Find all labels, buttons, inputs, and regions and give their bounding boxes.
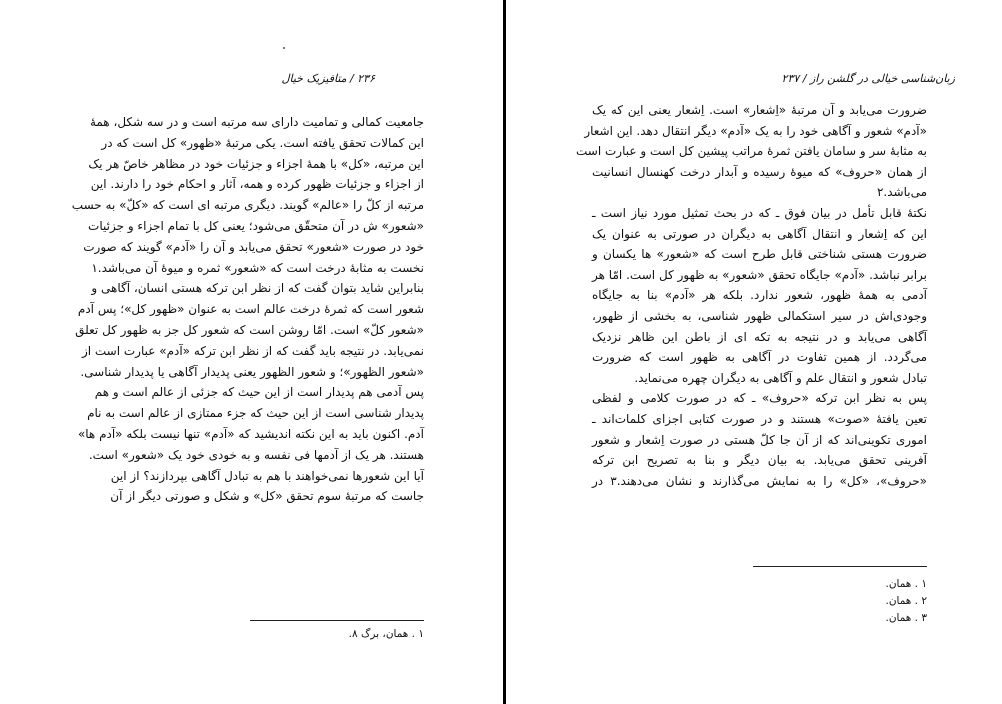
text-line: از اجزاء و جزئیات ظهور کرده و همه، آثار و احکام خود را دارند. این [90, 177, 424, 192]
text-line: «شعور کلّ» است. امّا روشن است که شعور کل جز به ظهور کل تعلق [75, 322, 424, 337]
footnote: ۱ . همان، برگ ۸. [348, 628, 424, 640]
text-line: وجودی‌اش در سیر استکمالی ظهور شناسی، به بخشی از ظهور، [592, 308, 927, 323]
running-head: زبان‌شناسی خیالی در گلشن راز / ۲۳۷ [781, 72, 955, 85]
text-line: «حروف»، «کل» را به نمایش می‌گذارند و نشان می‌دهند.۳ در [592, 473, 927, 488]
text-line: تبادل شعور و انتقال علم و آگاهی به دیگران چهره می‌نماید. [634, 370, 927, 385]
body-text [576, 100, 927, 491]
text-line: پس به نظر ابن ترکه «حروف» ـ که در صورت کلامی و لفظی [592, 391, 927, 406]
body-text [71, 112, 424, 507]
text-line: اموری تکوینی‌اند که از آن جا کلّ هستی در صورت اِشعار و شعور [592, 432, 927, 447]
text-line: به مثابهٔ سر و سامان یافتن ثمرهٔ مراتب پیشین کل است و عبارت است [576, 144, 927, 159]
text-line: ضرورت می‌یابد و آن مرتبهٔ «اِشعار» است. اِشعار یعنی این که یک [592, 103, 927, 117]
text-line: آگاهی می‌یابد و در نتیجه به تکه ای از باطن این ظاهر نزدیک [592, 329, 927, 344]
text-line: بنابراین شاید بتوان گفت که از نظر ابن ترکه هستی انسان، آگاهی و [91, 281, 424, 296]
footnotes [753, 576, 927, 627]
footnote: ۳ . همان. [885, 612, 927, 624]
text-line: «شعور» ش در آن متحقّق می‌شود؛ یعنی کل با تمام اجزاء و جزئیات [88, 218, 424, 233]
text-line: جامعیت کمالی و تمامیت دارای سه مرتبه است و در سه شکل، همهٔ [89, 115, 424, 129]
footnote: ۲ . همان. [885, 595, 927, 607]
text-line: از همان «حروف» که میوهٔ رسیده و آبدار درخت کهنسال انسانیت [592, 164, 927, 179]
text-line: «شعور الظهور»؛ و شعور الظهور یعنی پدیدار آگاهی یا پدیدار شناسی. [80, 364, 424, 379]
text-line: آدمی به همهٔ ظهور، شعور ندارد. بلکه هر «آدم» بنا به جایگاه [592, 288, 927, 303]
running-head: ۲۳۶ / متافیزیک خیال [281, 72, 375, 85]
text-line: جاست که مرتبهٔ سوم تحقق «کل» و شکل و صورتی دیگر از آن [110, 489, 424, 504]
text-line: شعور است که ثمرهٔ درخت عالم است به عنوان «ظهور کل»؛ پس آدم [77, 302, 424, 317]
text-line: پدیدار شناسی است از این حیث که جزء ممتازی از عالم است به نام [87, 406, 424, 421]
text-line: خود در صورت «شعور» تحقق می‌یابد و آن را «آدم» گویند که صورت [83, 239, 424, 254]
text-line: تعین یافتهٔ «صوت» هستند و در صورت کتابی اجزای کلمات‌اند ـ [592, 411, 927, 426]
footnotes [250, 626, 424, 643]
text-line: مرتبه از کلّ را «عالم» گویند. دیگری مرتبه ای است که «کلّ» به حسب [71, 198, 424, 213]
text-line: آیا این شعورها نمی‌خواهند با هم به تبادل آگاهی بپردازند؟ از این [110, 468, 424, 483]
text-line: این که اِشعار و انتقال آگاهی به دیگران در صورتی به عنوان یک [592, 226, 927, 241]
footnote: ۱ . همان. [885, 578, 927, 590]
right-page [506, 0, 1002, 704]
text-line: می‌گردد. از همین تفاوت در آگاهی به ظهور است که ضرورت [592, 350, 927, 365]
text-line: برابر نباشد. «آدم» جایگاه تحقق «شعور» به ظهور کل است. امّا هر [592, 267, 927, 282]
stray-mark [283, 47, 285, 49]
footnote-divider [753, 566, 927, 567]
footnote-divider [250, 620, 424, 621]
text-line: هستند. هر یک از آدمها فی نفسه و به خودی خود یک «شعور» است. [88, 447, 424, 462]
text-line: نخست به مثابهٔ درخت است که «شعور» ثمره و میوهٔ آن می‌باشد.۱ [91, 260, 424, 275]
text-line: آدم. اکنون باید به این نکته اندیشید که «آدم» تنها نیست بلکه «آدم ها» [77, 426, 424, 441]
text-line: می‌باشد.۲ [876, 185, 927, 200]
text-line: ضرورت هستی شناختی قابل طرح است که «شعور» ها یکسان و [592, 247, 927, 262]
text-line: پس آدمی هم پدیدار است از این حیث که جزئی از عالم است و هم [94, 385, 424, 400]
text-line: این کمالات تحقق یافته است. یکی مرتبهٔ «ظهور» کل است که در [101, 135, 424, 150]
text-line: نمی‌یابد. در نتیجه باید گفت که از نظر ابن ترکه «آدم» عبارت است از [81, 343, 424, 358]
text-line: این مرتبه، «کل» با همهٔ اجزاء و جزئیات خود در مظاهر خاصّ هر یک [88, 156, 424, 171]
text-line: «آدم» شعور و آگاهی خود را به یک «آدم» دیگر انتقال دهد. این اشعار [584, 123, 927, 138]
text-line: نکتهٔ قابل تأمل در بیان فوق ـ که در بحث تمثیل مورد نیاز است ـ [592, 205, 927, 220]
text-line: آفرینی تحقق می‌یابد. به بیان دیگر و بنا به تصریح ابن ترکه [592, 453, 927, 468]
